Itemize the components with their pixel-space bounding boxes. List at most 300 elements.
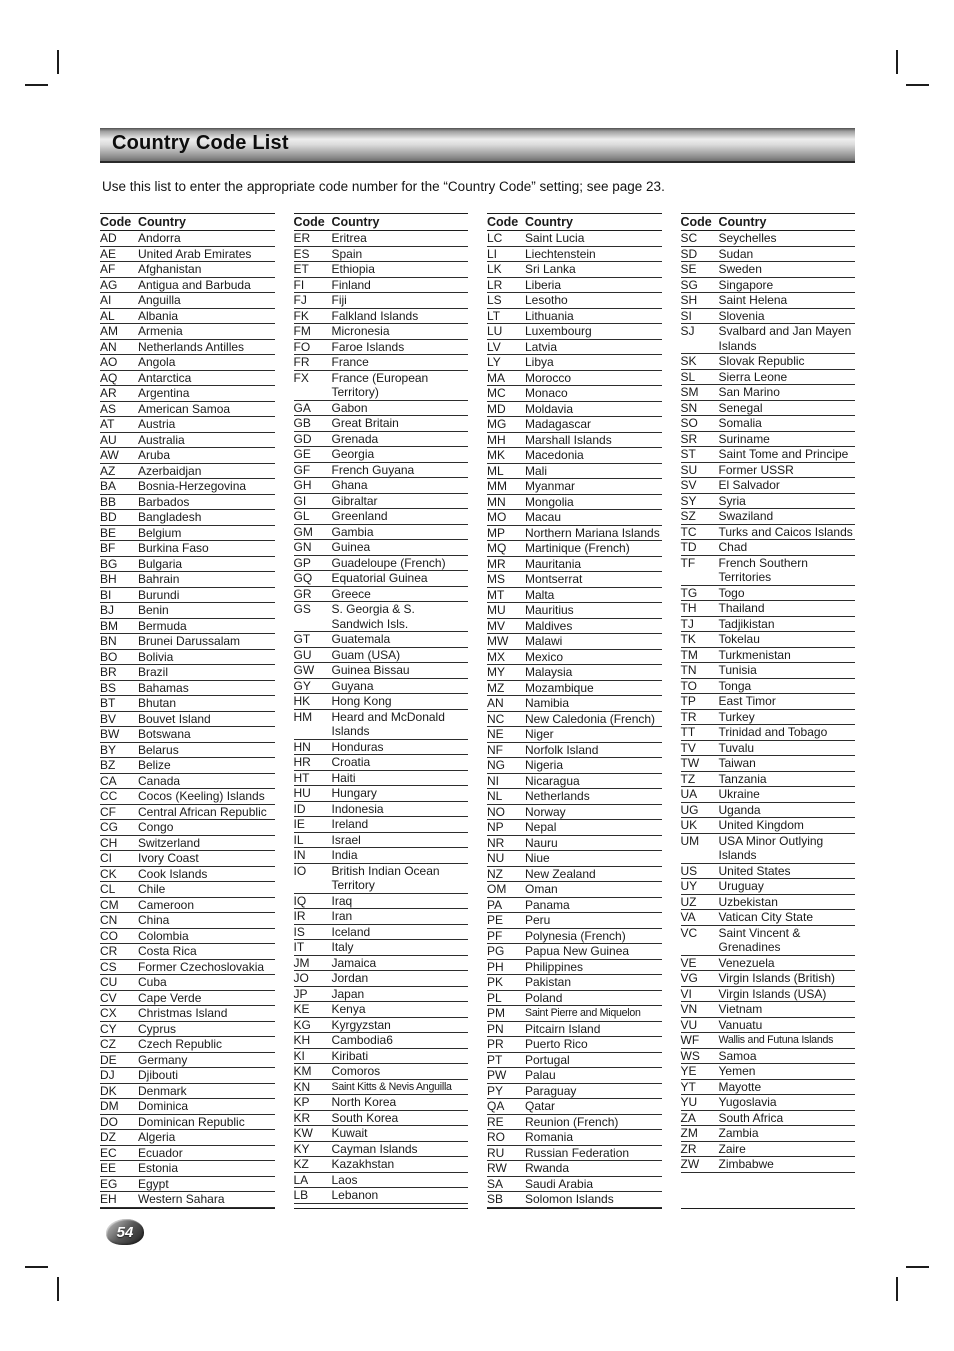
country-name-cell: Mauritania (525, 556, 582, 571)
country-row (487, 805, 662, 821)
country-code-cell: BB (100, 494, 117, 509)
country-code-cell: SE (680, 262, 697, 276)
country-row (294, 894, 469, 910)
country-code-cell: KH (293, 1033, 311, 1047)
country-code-cell: VA (680, 910, 696, 924)
country-code-cell: DE (100, 1052, 117, 1067)
country-code-cell: TK (680, 632, 696, 646)
country-row (100, 448, 275, 464)
country-name-cell: Croatia (331, 755, 371, 769)
country-row (487, 851, 662, 867)
country-code-cell: LB (293, 1188, 309, 1202)
country-code-cell: CI (100, 851, 112, 865)
country-name-cell: Honduras (331, 739, 384, 754)
country-code-cell: MY (487, 665, 505, 679)
country-code-cell: RO (487, 1130, 505, 1144)
country-name-cell: Switzerland (138, 835, 201, 850)
country-code-cell: NG (487, 758, 505, 772)
country-row (294, 833, 469, 849)
country-code-cell: LC (487, 231, 503, 245)
country-name-cell: Guinea (331, 540, 371, 554)
country-row (294, 909, 469, 925)
country-name-cell: Guadeloupe (French) (331, 555, 446, 570)
country-name-cell: Turkey (718, 709, 755, 724)
country-code-cell: BG (100, 556, 118, 571)
country-code-cell: SM (680, 385, 699, 399)
country-row (681, 926, 856, 956)
country-name-cell: Northern Mariana Islands (525, 525, 660, 540)
country-code-cell: MA (487, 370, 505, 385)
country-code-table (100, 213, 855, 1209)
country-code-cell: LI (487, 246, 498, 261)
country-row (681, 971, 856, 987)
country-name-cell: Montserrat (525, 572, 583, 586)
country-row (294, 1173, 469, 1189)
country-row (100, 417, 275, 433)
country-code-cell: MX (487, 649, 505, 664)
table-column-3 (487, 213, 662, 1209)
country-row (487, 681, 662, 697)
country-name-cell: France (331, 355, 369, 369)
country-code-cell: AO (100, 355, 118, 369)
country-code-cell: VE (680, 955, 697, 970)
country-row (294, 1033, 469, 1049)
country-row (487, 572, 662, 588)
country-code-cell: VG (680, 971, 698, 985)
country-row (294, 371, 469, 401)
country-code-cell: MS (487, 572, 505, 586)
country-row (487, 1053, 662, 1069)
country-code-cell: AT (100, 417, 115, 431)
country-name-cell: Uganda (718, 802, 761, 817)
country-name-cell: Papua New Guinea (525, 944, 630, 958)
country-name-cell: Qatar (525, 1099, 556, 1113)
country-row (487, 882, 662, 898)
country-code-cell: CR (100, 944, 118, 958)
country-name-cell: Virgin Islands (British) (718, 971, 835, 985)
country-code-cell: FK (293, 308, 309, 323)
country-code-cell: ET (293, 262, 309, 276)
country-name-cell: Turks and Caicos Islands (718, 524, 853, 539)
country-row (487, 247, 662, 263)
country-name-cell: Lebanon (331, 1188, 379, 1202)
country-name-cell: Senegal (718, 400, 763, 415)
country-name-cell: Chad (718, 540, 748, 554)
country-name-cell: New Caledonia (French) (525, 711, 656, 726)
country-name-cell: North Korea (331, 1095, 397, 1109)
header-code-label: Code (293, 215, 325, 229)
country-name-cell: Uzbekistan (718, 894, 778, 909)
country-row (100, 1130, 275, 1146)
country-code-cell: CS (100, 959, 117, 974)
country-code-cell: LT (487, 308, 501, 323)
country-row (100, 1161, 275, 1177)
country-name-cell: Georgia (331, 447, 375, 461)
country-code-cell: AG (100, 277, 118, 292)
country-name-cell: Saint Lucia (525, 231, 585, 245)
country-name-cell: Austria (138, 417, 176, 431)
country-code-cell: WF (680, 1033, 700, 1047)
country-row (681, 586, 856, 602)
country-row (681, 1002, 856, 1018)
country-row (681, 478, 856, 494)
country-name-cell: East Timor (718, 694, 776, 708)
country-name-cell: Gambia (331, 524, 374, 539)
country-code-cell: RW (487, 1161, 507, 1175)
country-row (100, 929, 275, 945)
country-row (294, 262, 469, 278)
country-name-cell: Grenada (331, 431, 379, 446)
country-row (487, 1161, 662, 1177)
country-code-cell: MC (487, 386, 506, 400)
country-code-cell: TF (680, 555, 696, 570)
country-code-cell: FO (293, 339, 311, 354)
country-row (681, 1018, 856, 1034)
country-name-cell: Benin (138, 603, 169, 617)
country-row (100, 572, 275, 588)
country-name-cell: French Southern Territories (718, 555, 808, 584)
country-name-cell: Samoa (718, 1048, 757, 1063)
country-row (681, 494, 856, 510)
country-code-cell: CN (100, 913, 118, 927)
country-row (681, 694, 856, 710)
country-name-cell: Tunisia (718, 663, 757, 677)
country-name-cell: South Korea (331, 1110, 399, 1125)
country-name-cell: Andorra (138, 231, 181, 245)
country-row (681, 787, 856, 803)
country-row (100, 1177, 275, 1193)
country-code-cell: CG (100, 820, 118, 834)
country-row (681, 632, 856, 648)
country-row (681, 803, 856, 819)
country-code-cell: GW (293, 663, 315, 677)
country-code-cell: KI (293, 1048, 305, 1063)
country-code-cell: CC (100, 789, 118, 803)
country-row (681, 324, 856, 354)
country-row (681, 416, 856, 432)
country-row (100, 231, 275, 247)
table-header-row (100, 213, 275, 231)
country-name-cell: Malta (525, 587, 555, 602)
country-row (100, 665, 275, 681)
country-code-cell: TW (680, 756, 700, 770)
country-row (100, 541, 275, 557)
country-name-cell: Denmark (138, 1083, 187, 1098)
country-name-cell: Saint Vincent & Grenadines (718, 925, 801, 954)
country-code-cell: MR (487, 556, 506, 571)
country-row (487, 526, 662, 542)
country-row (100, 712, 275, 728)
country-code-cell: KP (293, 1095, 310, 1109)
country-row (100, 820, 275, 836)
country-code-cell: AD (100, 231, 117, 245)
country-code-cell: CZ (100, 1037, 116, 1051)
country-code-cell: BJ (100, 603, 115, 617)
country-row (100, 495, 275, 511)
country-code-cell: BA (100, 479, 117, 493)
country-code-cell: NZ (487, 866, 503, 881)
country-name-cell: Liechtenstein (525, 246, 596, 261)
country-code-cell: KG (293, 1017, 311, 1032)
country-row (100, 836, 275, 852)
country-row (487, 479, 662, 495)
country-name-cell: Seychelles (718, 231, 777, 245)
country-name-cell: S. Georgia & S. Sandwich Isls. (331, 602, 415, 631)
country-row (294, 710, 469, 740)
country-name-cell: Poland (525, 990, 563, 1005)
country-code-cell: SA (487, 1176, 504, 1191)
country-row (487, 262, 662, 278)
country-code-cell: KY (293, 1141, 310, 1156)
country-code-cell: NF (487, 742, 503, 757)
country-row (100, 774, 275, 790)
country-code-cell: DO (100, 1114, 118, 1129)
country-name-cell: French Guyana (331, 462, 415, 477)
country-code-cell: LR (487, 277, 503, 292)
country-row (100, 510, 275, 526)
country-name-cell: Pitcairn Island (525, 1021, 601, 1036)
country-name-cell: Western Sahara (138, 1192, 225, 1206)
country-name-cell: British Indian Ocean Territory (331, 863, 440, 892)
country-name-cell: Netherlands (525, 789, 590, 803)
country-code-cell: AF (100, 262, 116, 276)
country-name-cell: Algeria (138, 1130, 176, 1144)
country-code-cell: MK (487, 448, 505, 462)
country-name-cell: Tokelau (718, 632, 760, 646)
country-code-cell: AW (100, 448, 119, 462)
country-code-cell: HR (293, 755, 311, 769)
country-name-cell: Afghanistan (138, 262, 202, 276)
country-code-cell: PY (487, 1083, 504, 1098)
country-code-cell: PE (487, 913, 504, 927)
country-name-cell: Monaco (525, 386, 568, 400)
country-code-cell: BZ (100, 758, 116, 772)
country-name-cell: Cambodia6 (331, 1033, 393, 1047)
country-row (487, 448, 662, 464)
country-code-cell: BD (100, 510, 117, 524)
country-row (100, 262, 275, 278)
country-name-cell: Peru (525, 913, 551, 927)
country-code-cell: ST (680, 447, 696, 461)
country-name-cell: Yugoslavia (718, 1095, 777, 1109)
country-row (681, 910, 856, 926)
country-row (294, 340, 469, 356)
country-code-cell: CO (100, 928, 118, 943)
country-row (100, 1037, 275, 1053)
country-name-cell: Bangladesh (138, 510, 202, 524)
country-name-cell: Mauritius (525, 603, 574, 617)
country-row (487, 557, 662, 573)
country-code-cell: TV (680, 740, 696, 755)
header-country-label: Country (718, 215, 767, 229)
country-code-cell: GM (293, 524, 313, 539)
country-code-cell: AN (487, 696, 504, 710)
country-name-cell: Burundi (138, 587, 180, 602)
country-row (100, 789, 275, 805)
country-code-cell: IL (293, 832, 304, 847)
country-code-cell: MT (487, 587, 505, 602)
country-code-cell: LV (487, 339, 501, 354)
country-code-cell: TO (680, 678, 697, 693)
country-name-cell: Ethiopia (331, 262, 375, 276)
country-row (294, 786, 469, 802)
country-name-cell: Kenya (331, 1002, 366, 1016)
country-code-cell: LS (487, 293, 502, 307)
country-code-cell: BF (100, 541, 116, 555)
country-row (681, 1064, 856, 1080)
country-row (681, 741, 856, 757)
country-name-cell: Rwanda (525, 1161, 570, 1175)
country-row (100, 557, 275, 573)
country-row (681, 663, 856, 679)
country-code-cell: GH (293, 478, 312, 492)
country-name-cell: Armenia (138, 324, 183, 338)
country-name-cell: Albania (138, 308, 179, 323)
country-name-cell: Ghana (331, 478, 368, 492)
country-code-cell: BO (100, 649, 118, 664)
country-row (681, 370, 856, 386)
country-row (487, 867, 662, 883)
country-row (487, 650, 662, 666)
country-code-cell: NI (487, 773, 499, 788)
country-row (487, 929, 662, 945)
country-name-cell: Bosnia-Herzegovina (138, 479, 247, 493)
country-name-cell: Faroe Islands (331, 339, 405, 354)
country-row (487, 1146, 662, 1162)
country-code-cell: BV (100, 711, 117, 726)
country-row (487, 898, 662, 914)
country-code-cell: YU (680, 1095, 698, 1109)
country-name-cell: United States (718, 863, 791, 878)
country-row (294, 509, 469, 525)
country-name-cell: Reunion (French) (525, 1114, 619, 1129)
country-row (487, 603, 662, 619)
country-code-cell: GD (293, 431, 312, 446)
country-name-cell: Martinique (French) (525, 541, 630, 555)
country-code-cell: GB (293, 416, 311, 430)
country-name-cell: Chile (138, 882, 166, 896)
country-name-cell: Botswana (138, 727, 191, 741)
country-code-cell: FR (293, 355, 310, 369)
country-name-cell: Oman (525, 882, 558, 896)
country-row (681, 247, 856, 263)
country-code-cell: GA (293, 400, 311, 415)
country-code-cell: PW (487, 1068, 507, 1082)
country-code-cell: ZW (680, 1157, 700, 1171)
country-name-cell: Madagascar (525, 417, 592, 431)
country-code-cell: GY (293, 678, 311, 693)
country-code-cell: BR (100, 665, 117, 679)
country-row (681, 756, 856, 772)
country-name-cell: Somalia (718, 416, 762, 430)
country-row (681, 725, 856, 741)
country-name-cell: Ecuador (138, 1145, 183, 1160)
country-code-cell: TP (680, 694, 696, 708)
country-row (681, 648, 856, 664)
country-row (681, 1095, 856, 1111)
country-row (487, 355, 662, 371)
country-row (681, 1126, 856, 1142)
country-row (294, 940, 469, 956)
country-code-cell: SV (680, 478, 697, 492)
country-code-cell: CL (100, 882, 116, 896)
country-row (294, 447, 469, 463)
country-code-cell: BM (100, 618, 118, 633)
country-row (487, 1099, 662, 1115)
country-row (294, 1002, 469, 1018)
country-code-cell: MZ (487, 680, 505, 695)
country-row (100, 1053, 275, 1069)
country-code-cell: YT (680, 1079, 696, 1094)
country-row (294, 817, 469, 833)
country-code-cell: TG (680, 585, 698, 600)
country-name-cell: Kyrgyzstan (331, 1017, 391, 1032)
country-row (294, 571, 469, 587)
country-code-cell: UM (680, 833, 700, 848)
country-name-cell: Liberia (525, 277, 562, 292)
country-name-cell: Mali (525, 463, 548, 478)
country-row (487, 231, 662, 247)
country-row (100, 1068, 275, 1084)
country-row (487, 789, 662, 805)
country-name-cell: Singapore (718, 277, 774, 292)
country-row (294, 1111, 469, 1127)
country-name-cell: Mongolia (525, 494, 574, 509)
country-row (100, 247, 275, 263)
country-code-cell: SO (680, 416, 698, 430)
country-name-cell: Comoros (331, 1064, 381, 1078)
country-row (487, 727, 662, 743)
country-code-cell: GQ (293, 571, 313, 585)
country-row (294, 1018, 469, 1034)
table-header-row (681, 213, 856, 231)
country-row (100, 479, 275, 495)
country-name-cell: Belgium (138, 525, 182, 540)
country-code-cell: ZM (680, 1126, 698, 1140)
country-name-cell: Cape Verde (138, 990, 202, 1005)
country-name-cell: Laos (331, 1172, 358, 1187)
country-code-cell: SN (680, 400, 698, 415)
country-code-cell: UZ (680, 894, 697, 909)
country-code-cell: MN (487, 494, 506, 509)
country-row (487, 278, 662, 294)
country-name-cell: Nepal (525, 820, 557, 834)
country-code-cell: IE (293, 817, 305, 831)
country-code-cell: UG (680, 802, 699, 817)
country-code-cell: KE (293, 1002, 310, 1016)
page-content (100, 128, 855, 1209)
country-code-cell: JM (293, 955, 310, 970)
country-row (100, 898, 275, 914)
country-code-cell: IT (293, 940, 305, 954)
country-name-cell: Saint Helena (718, 293, 788, 307)
country-code-cell: IS (293, 924, 305, 939)
country-name-cell: Romania (525, 1130, 574, 1144)
country-row (681, 1080, 856, 1096)
country-code-cell: MH (487, 432, 506, 447)
country-row (487, 712, 662, 728)
country-row (681, 432, 856, 448)
country-code-cell: SZ (680, 509, 696, 523)
country-name-cell: Netherlands Antilles (138, 339, 245, 354)
country-name-cell: Virgin Islands (USA) (718, 986, 827, 1001)
country-code-cell: BE (100, 525, 117, 540)
country-code-cell: SK (680, 354, 697, 368)
country-code-cell: JP (293, 986, 308, 1001)
country-row (487, 340, 662, 356)
country-row (100, 805, 275, 821)
country-code-cell: FX (293, 370, 309, 385)
